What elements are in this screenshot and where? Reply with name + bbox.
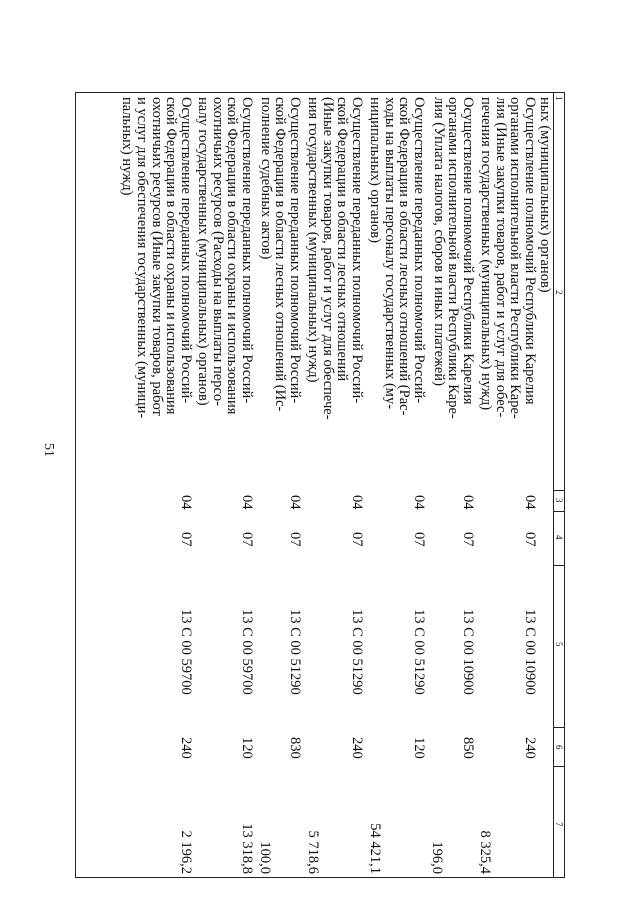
row-name: Осуществление полномочий Республики Карелия органами исполнительной власти Республики Каре- лия (Уплата налогов, сборов и иных платежей) [430, 97, 476, 419]
column-border [553, 727, 565, 728]
row-section: 04 [411, 495, 427, 510]
row-amount: 100,0 [257, 841, 273, 874]
row-section: 04 [522, 495, 538, 510]
row-subsection: 07 [178, 532, 194, 547]
row-target-code: 13 С 00 10900 [522, 609, 538, 695]
row-name: Осуществление переданных полномочий Россий- ской Федерации в области лесных отношений (Ис- полнение судебных актов) [257, 97, 303, 412]
row-name: Осуществление переданных полномочий Россий- ской Федерации в области лесных отношений (Иные закупки товаров, работ и услуг для обеспече- ния государственных (муниципальных) нужд) [304, 97, 365, 420]
row-amount: 13 318,8 [239, 823, 255, 874]
table-top-border [564, 92, 565, 878]
row-target-code: 13 С 00 51290 [349, 609, 365, 695]
row-subsection: 07 [460, 532, 476, 547]
header-col-6: 6 [554, 745, 564, 750]
header-col-3: 3 [554, 498, 564, 503]
column-border [76, 877, 565, 878]
header-bottom-border [553, 92, 554, 878]
row-subsection: 07 [522, 532, 538, 547]
row-expense-type: 850 [460, 737, 476, 759]
row-expense-type: 120 [239, 737, 255, 759]
row-amount: 5 718,6 [305, 830, 321, 874]
header-col-1: 1 [554, 96, 564, 101]
row-expense-type: 120 [411, 737, 427, 759]
row-target-code: 13 С 00 51290 [411, 609, 427, 695]
column-border [553, 511, 565, 512]
column-border [553, 766, 565, 767]
row-name: Осуществление полномочий Республики Карелия органами исполнительной власти Республики Каре- лия (Иные закупки товаров, работ и услуг для обес- печения государственных (муниципальных) нужд) [477, 97, 538, 419]
row-section: 04 [287, 495, 303, 510]
row-subsection: 07 [411, 532, 427, 547]
row-name: ных (муниципальных) органов) [537, 97, 553, 293]
row-amount: 2 196,2 [178, 830, 194, 874]
row-amount: 54 421,1 [367, 823, 383, 874]
row-section: 04 [460, 495, 476, 510]
row-subsection: 07 [239, 532, 255, 547]
row-section: 04 [349, 495, 365, 510]
row-subsection: 07 [287, 532, 303, 547]
row-target-code: 13 С 00 10900 [460, 609, 476, 695]
row-amount: 196,0 [429, 841, 445, 874]
row-name: Осуществление переданных полномочий Россий- ской Федерации в области охраны и использования охотничьих ресурсов (Расходы на выплаты персо- налу государственных (муниципальных) органов) [194, 97, 255, 415]
row-name: Осуществление переданных полномочий Россий- ской Федерации в области охраны и использования охотничьих ресурсов (Иные закупки товаров, работ и услуг для обеспечения государственных (муници- пальных) нужд) [119, 97, 194, 419]
table-bottom-border [75, 92, 76, 878]
column-border [76, 92, 565, 93]
row-target-code: 13 С 00 59700 [178, 609, 194, 695]
row-expense-type: 240 [178, 737, 194, 759]
row-subsection: 07 [349, 532, 365, 547]
header-col-7: 7 [554, 822, 564, 827]
row-target-code: 13 С 00 59700 [239, 609, 255, 695]
row-expense-type: 240 [349, 737, 365, 759]
row-target-code: 13 С 00 51290 [287, 609, 303, 695]
header-col-5: 5 [554, 642, 564, 647]
column-border [553, 565, 565, 566]
header-col-2: 2 [554, 290, 564, 295]
row-section: 04 [239, 495, 255, 510]
row-section: 04 [178, 495, 194, 510]
column-border [553, 490, 565, 491]
row-amount: 8 325,4 [477, 830, 493, 874]
page-number: 51 [41, 443, 56, 457]
row-name: Осуществление переданных полномочий Россий- ской Федерации в области лесных отношений (Рас- ходы на выплаты персоналу государственных (му- ниципальных) органов) [366, 97, 427, 416]
row-expense-type: 240 [522, 737, 538, 759]
row-expense-type: 830 [287, 737, 303, 759]
header-col-4: 4 [554, 535, 564, 540]
